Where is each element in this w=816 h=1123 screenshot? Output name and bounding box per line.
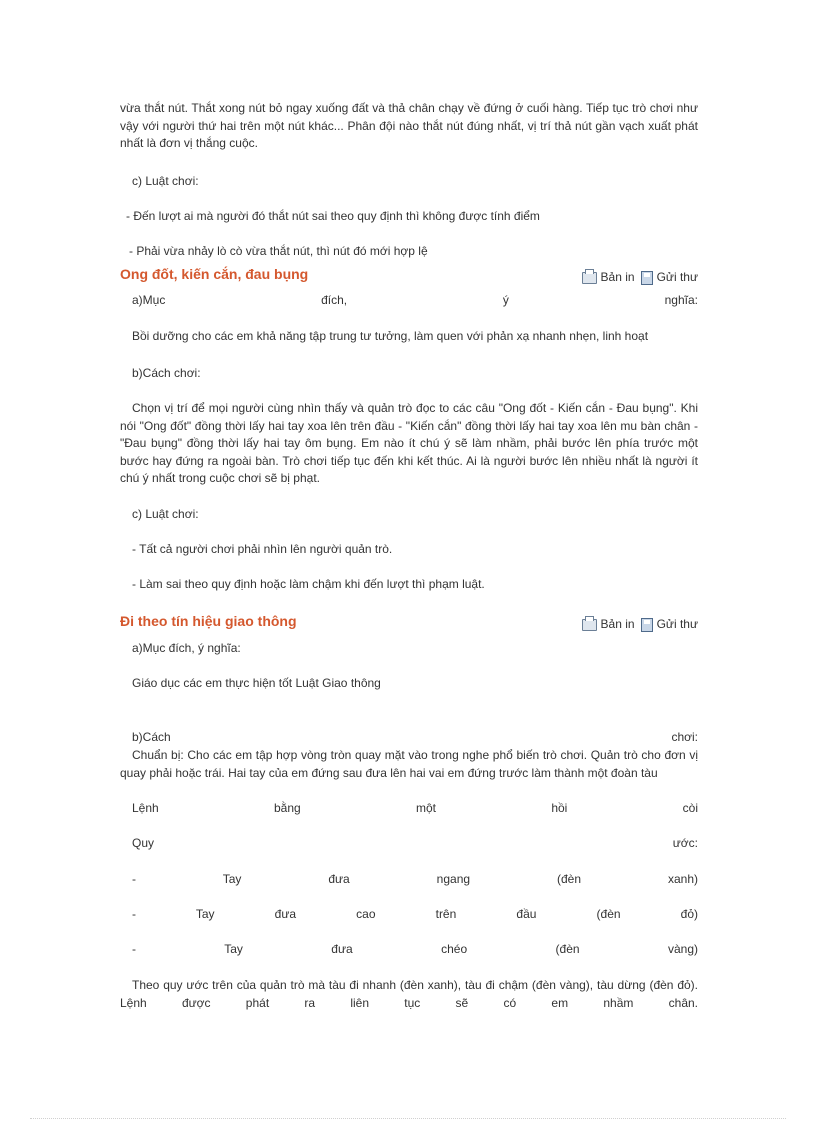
page-bottom-divider [30, 1118, 786, 1119]
printer-icon [582, 619, 597, 631]
game1-howto-text: Chọn vị trí để mọi người cùng nhìn thấy và quản trò đọc to các câu "Ong đốt - Kiến cắn - Đau bụng". Khi nói "Ong đốt" đồng thời lấy hai tay xoa lên trên đầu - "Kiến cắn" đồng thời lấy hai tay xoa lên mu bàn chân - "Đau bụng" đồng thời lấy hai tay ôm bụng. Em nào ít chú ý sẽ làm nhầm, phải bước lên phía trước một bước hay đứng ra ngoài bàn. Trò chơi tiếp tục đến khi kết thúc. Ai là người bước lên nhiều nhất là người ít chú ý nhất trong cuộc chơi sẽ bị phạt. [120, 401, 698, 485]
print-button[interactable] [582, 269, 635, 287]
print-label: Bản in [600, 617, 635, 631]
send-mail-button[interactable] [641, 269, 698, 287]
section-header-game1 [120, 266, 698, 286]
game1-purpose-text: Bồi dưỡng cho các em khả năng tập trung tư tưởng, làm quen với phản xạ nhanh nhẹn, linh hoạt [132, 329, 649, 343]
intro-paragraph: vừa thắt nút. Thắt xong nút bỏ ngay xuống đất và thả chân chạy về đứng ở cuối hàng. Tiếp tục trò chơi như vậy với người thứ hai trên một nút khác... Phân đội nào thắt nút đúng nhất, vị trí thả nút gần vạch xuất phát nhất là đơn vị thắng cuộc. [120, 101, 698, 150]
game2-convention-2: - Tay đưa cao trên đầu (đèn đỏ) [132, 907, 698, 921]
game1-purpose-title: a)Mục đích, ý nghĩa: [132, 293, 698, 307]
mail-icon [641, 618, 653, 632]
mail-icon [641, 271, 653, 285]
send-label: Gửi thư [656, 270, 698, 284]
intro-rules-title: c) Luật chơi: [132, 174, 199, 188]
section-title-game2: Đi theo tín hiệu giao thông [120, 613, 297, 629]
game2-convention-3: - Tay đưa chéo (đèn vàng) [132, 942, 698, 956]
section-title-game1: Ong đốt, kiến cắn, đau bụng [120, 266, 309, 282]
section-header-game2 [120, 613, 698, 633]
print-button[interactable] [582, 616, 635, 634]
game2-prep-text: Chuẩn bị: Cho các em tập hợp vòng tròn quay mặt vào trong nghe phổ biến trò chơi. Quản trò cho đơn vị quay phải hoặc trái. Hai tay của em đứng sau đưa lên hai vai em đứng trước làm thành một đoàn tàu [120, 748, 698, 780]
game2-purpose-title: a)Mục đích, ý nghĩa: [132, 641, 241, 655]
game2-final-text: Theo quy ước trên của quản trò mà tàu đi nhanh (đèn xanh), tàu đi chậm (đèn vàng), tàu dừng (đèn đỏ). Lệnh được phát ra liên tục sẽ có em nhầm chân. [120, 978, 698, 1010]
printer-icon [582, 272, 597, 284]
game2-howto-title: b)Cách chơi: [132, 730, 698, 744]
game1-rules-title: c) Luật chơi: [132, 507, 199, 521]
intro-rule-2: - Phải vừa nhảy lò cò vừa thắt nút, thì nút đó mới hợp lệ [129, 244, 428, 258]
print-label: Bản in [600, 270, 635, 284]
game1-howto-title: b)Cách chơi: [132, 366, 201, 380]
game2-convention-title: Quy ước: [132, 836, 698, 850]
intro-rule-1: - Đến lượt ai mà người đó thắt nút sai theo quy định thì không được tính điểm [126, 209, 540, 223]
article-tools-game2 [582, 616, 698, 634]
game1-rule-1: - Tất cả người chơi phải nhìn lên người quản trò. [132, 542, 393, 556]
game1-rule-2: - Làm sai theo quy định hoặc làm chậm khi đến lượt thì phạm luật. [132, 577, 485, 591]
game2-convention-1: - Tay đưa ngang (đèn xanh) [132, 872, 698, 886]
game2-purpose-text: Giáo dục các em thực hiện tốt Luật Giao thông [132, 676, 381, 690]
article-tools-game1 [582, 269, 698, 287]
send-label: Gửi thư [656, 617, 698, 631]
game2-command-text: Lệnh bằng một hồi còi [132, 801, 698, 815]
send-mail-button[interactable] [641, 616, 698, 634]
